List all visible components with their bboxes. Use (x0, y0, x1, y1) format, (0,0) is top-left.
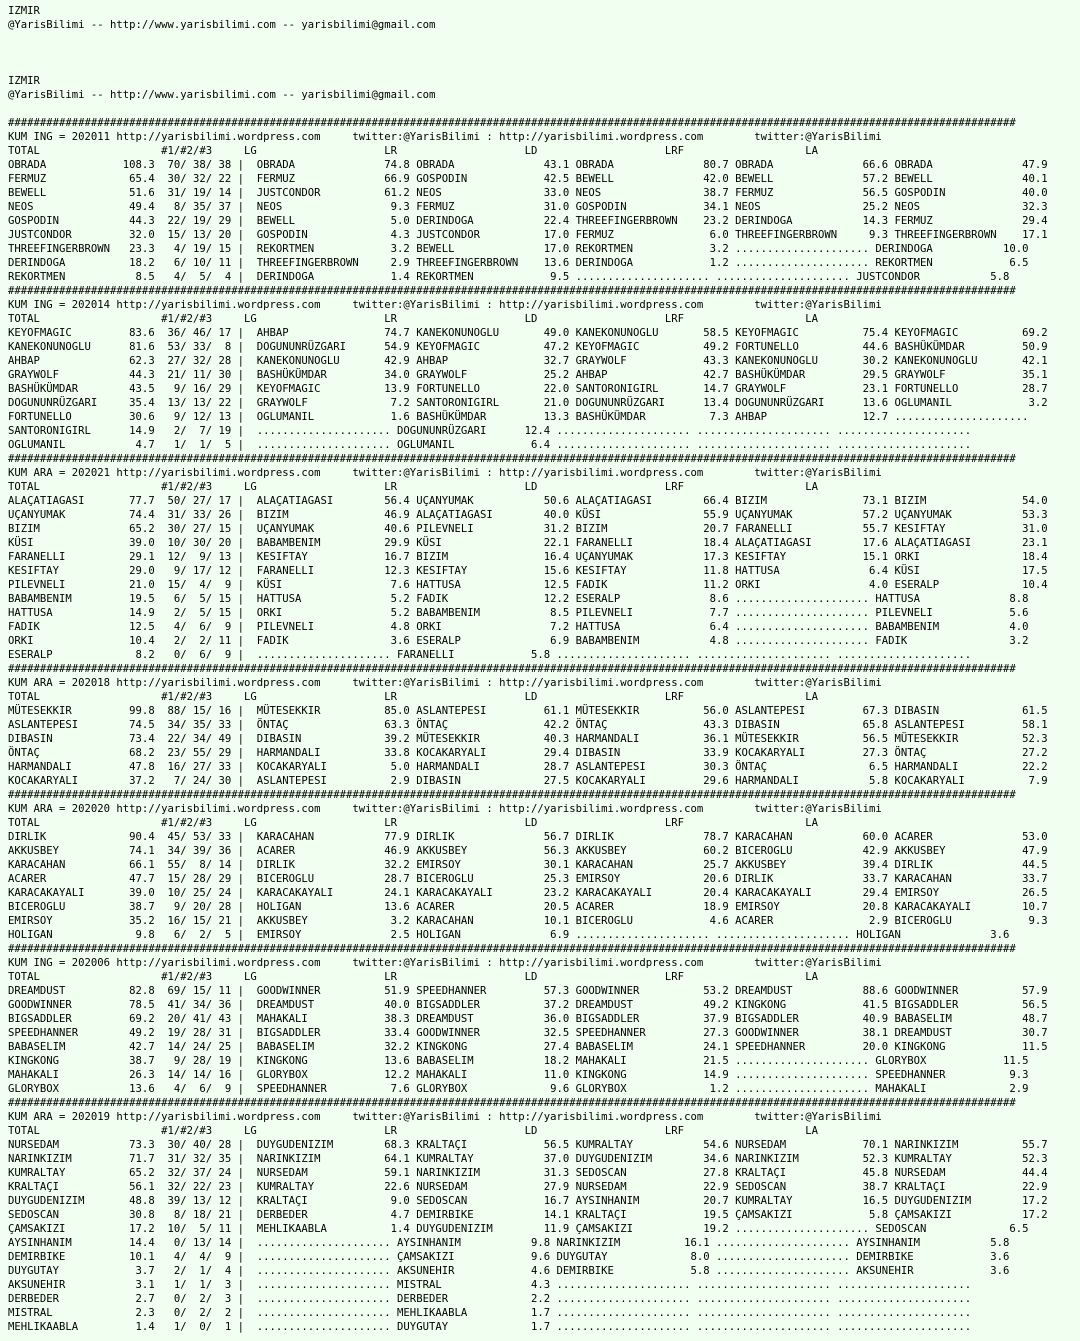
separator-line: ############################################################################################################################################################## (8, 663, 1016, 675)
race-row: GOSPODIN 44.3 22/ 19/ 29 | BEWELL 5.0 DERINDOGA 22.4 THREEFINGERBROWN 23.2 DERINDOGA 14.3 FERMUZ 29.4 (8, 215, 1048, 227)
race-row: HATTUSA 14.9 2/ 5/ 15 | ORKI 5.2 BABAMBENIM 8.5 PILEVNELI 7.7 ..................... PILEVNELI 5.6 (8, 607, 1029, 619)
race-row: REKORTMEN 8.5 4/ 5/ 4 | DERINDOGA 1.4 REKORTMEN 9.5 ..................... ..................... JUSTCONDOR 5.8 (8, 271, 1010, 283)
race-row: BICEROGLU 38.7 9/ 20/ 28 | HOLIGAN 13.6 ACARER 20.5 ACARER 18.9 EMIRSOY 20.8 KARACAKAYALI 10.7 (8, 901, 1048, 913)
race-block (8, 116, 1080, 284)
separator-line: ############################################################################################################################################################## (8, 453, 1016, 465)
race-row: KEYOFMAGIC 83.6 36/ 46/ 17 | AHBAP 74.7 KANEKONUNOGLU 49.0 KANEKONUNOGLU 58.5 KEYOFMAGIC 75.4 KEYOFMAGIC 69.2 (8, 327, 1048, 339)
race-row: HOLIGAN 9.8 6/ 2/ 5 | EMIRSOY 2.5 HOLIGAN 6.9 ..................... ..................... HOLIGAN 3.6 (8, 929, 1010, 941)
separator-line: ############################################################################################################################################################## (8, 789, 1016, 801)
race-row: FERMUZ 65.4 30/ 32/ 22 | FERMUZ 66.9 GOSPODIN 42.5 BEWELL 42.0 BEWELL 57.2 BEWELL 40.1 (8, 173, 1048, 185)
race-row: NARINKIZIM 71.7 31/ 32/ 35 | NARINKIZIM 64.1 KUMRALTAY 37.0 DUYGUDENIZIM 34.6 NARINKIZIM 52.3 KUMRALTAY 52.3 (8, 1153, 1048, 1165)
race-row: SEDOSCAN 30.8 8/ 18/ 21 | DERBEDER 4.7 DEMIRBIKE 14.1 KRALTAÇI 19.5 ÇAMSAKIZI 5.8 ÇAMSAKIZI 17.2 (8, 1209, 1048, 1221)
column-header: TOTAL #1/#2/#3 LG LR LD LRF LA (8, 481, 819, 493)
race-block (8, 452, 1080, 662)
race-row: HARMANDALI 47.8 16/ 27/ 33 | KOCAKARYALI 5.0 HARMANDALI 28.7 ASLANTEPESI 30.3 ÖNTAÇ 6.5 HARMANDALI 22.2 (8, 761, 1048, 773)
race-row: THREEFINGERBROWN 23.3 4/ 19/ 15 | REKORTMEN 3.2 BEWELL 17.0 REKORTMEN 3.2 ..................... DERINDOGA 10.0 (8, 243, 1029, 255)
race-row: SPEEDHANNER 49.2 19/ 28/ 31 | BIGSADDLER 33.4 GOODWINNER 32.5 SPEEDHANNER 27.3 GOODWINNER 38.1 DREAMDUST 30.7 (8, 1027, 1048, 1039)
race-row: KUMRALTAY 65.2 32/ 37/ 24 | NURSEDAM 59.1 NARINKIZIM 31.3 SEDOSCAN 27.8 KRALTAÇI 45.8 NURSEDAM 44.4 (8, 1167, 1048, 1179)
race-row: AHBAP 62.3 27/ 32/ 28 | KANEKONUNOGLU 42.9 AHBAP 32.7 GRAYWOLF 43.3 KANEKONUNOGLU 30.2 KANEKONUNOGLU 42.1 (8, 355, 1048, 367)
race-title: KUM ING = 202011 http://yarisbilimi.wordpress.com twitter:@YarisBilimi : http://yarisbilimi.wordpress.com twitter:@YarisBilimi (8, 131, 882, 143)
header-line: IZMIR (8, 5, 40, 17)
race-row: JUSTCONDOR 32.0 15/ 13/ 20 | GOSPODIN 4.3 JUSTCONDOR 17.0 FERMUZ 6.0 THREEFINGERBROWN 9.3 THREEFINGERBROWN 17.1 (8, 229, 1048, 241)
separator-line: ############################################################################################################################################################## (8, 943, 1016, 955)
race-title: KUM ARA = 202020 http://yarisbilimi.wordpress.com twitter:@YarisBilimi : http://yarisbilimi.wordpress.com twitter:@YarisBilimi (8, 803, 882, 815)
report-header (8, 4, 1080, 116)
header-line: @YarisBilimi -- http://www.yarisbilimi.com -- yarisbilimi@gmail.com (8, 89, 436, 101)
header-line (8, 102, 1080, 116)
race-row: NEOS 49.4 8/ 35/ 37 | NEOS 9.3 FERMUZ 31.0 GOSPODIN 34.1 NEOS 25.2 NEOS 32.3 (8, 201, 1048, 213)
race-row: FORTUNELLO 30.6 9/ 12/ 13 | OGLUMANIL 1.6 BASHÜKÜMDAR 13.3 BASHÜKÜMDAR 7.3 AHBAP 12.7 ..................... (8, 411, 1029, 423)
race-row: KINGKONG 38.7 9/ 28/ 19 | KINGKONG 13.6 BABASELIM 18.2 MAHAKALI 21.5 ..................... GLORYBOX 11.5 (8, 1055, 1029, 1067)
race-title: KUM ING = 202006 http://yarisbilimi.wordpress.com twitter:@YarisBilimi : http://yarisbilimi.wordpress.com twitter:@YarisBilimi (8, 957, 882, 969)
race-title: KUM ARA = 202019 http://yarisbilimi.wordpress.com twitter:@YarisBilimi : http://yarisbilimi.wordpress.com twitter:@YarisBilimi (8, 1111, 882, 1123)
race-row: MÜTESEKKIR 99.8 88/ 15/ 16 | MÜTESEKKIR 85.0 ASLANTEPESI 61.1 MÜTESEKKIR 56.0 ASLANTEPESI 67.3 DIBASIN 61.5 (8, 705, 1048, 717)
race-row: BABAMBENIM 19.5 6/ 5/ 15 | HATTUSA 5.2 FADIK 12.2 ESERALP 8.6 ..................... HATTUSA 8.8 (8, 593, 1029, 605)
separator-line: ############################################################################################################################################################## (8, 285, 1016, 297)
column-header: TOTAL #1/#2/#3 LG LR LD LRF LA (8, 691, 819, 703)
race-row: KARACAHAN 66.1 55/ 8/ 14 | DIRLIK 32.2 EMIRSOY 30.1 KARACAHAN 25.7 AKKUSBEY 39.4 DIRLIK 44.5 (8, 859, 1048, 871)
race-row: DOGUNUNRÜZGARI 35.4 13/ 13/ 22 | GRAYWOLF 7.2 SANTORONIGIRL 21.0 DOGUNUNRÜZGARI 13.4 DOGUNUNRÜZGARI 13.6 OGLUMANIL 3.2 (8, 397, 1048, 409)
race-row: FARANELLI 29.1 12/ 9/ 13 | KESIFTAY 16.7 BIZIM 16.4 UÇANYUMAK 17.3 KESIFTAY 15.1 ORKI 18.4 (8, 551, 1048, 563)
race-block (8, 1096, 1080, 1334)
race-row: KÜSI 39.0 10/ 30/ 20 | BABAMBENIM 29.9 KÜSI 22.1 FARANELLI 18.4 ALAÇATIAGASI 17.6 ALAÇATIAGASI 23.1 (8, 537, 1048, 549)
race-row: DIRLIK 90.4 45/ 53/ 33 | KARACAHAN 77.9 DIRLIK 56.7 DIRLIK 78.7 KARACAHAN 60.0 ACARER 53.0 (8, 831, 1048, 843)
race-row: MISTRAL 2.3 0/ 2/ 2 | ..................... MEHLIKAABLA 1.7 ..................... ..................... ..................... (8, 1307, 972, 1319)
race-row: BIZIM 65.2 30/ 27/ 15 | UÇANYUMAK 40.6 PILEVNELI 31.2 BIZIM 20.7 FARANELLI 55.7 KESIFTAY 31.0 (8, 523, 1048, 535)
column-header: TOTAL #1/#2/#3 LG LR LD LRF LA (8, 817, 819, 829)
race-row: MEHLIKAABLA 1.4 1/ 0/ 1 | ..................... DUYGUTAY 1.7 ..................... ..................... ..................... (8, 1321, 972, 1333)
race-row: KESIFTAY 29.0 9/ 17/ 12 | FARANELLI 12.3 KESIFTAY 15.6 KESIFTAY 11.8 HATTUSA 6.4 KÜSI 17.5 (8, 565, 1048, 577)
race-row: DIBASIN 73.4 22/ 34/ 49 | DIBASIN 39.2 MÜTESEKKIR 40.3 HARMANDALI 36.1 MÜTESEKKIR 56.5 MÜTESEKKIR 52.3 (8, 733, 1048, 745)
race-block (8, 942, 1080, 1096)
race-row: BABASELIM 42.7 14/ 24/ 25 | BABASELIM 32.2 KINGKONG 27.4 BABASELIM 24.1 SPEEDHANNER 20.0 KINGKONG 11.5 (8, 1041, 1048, 1053)
race-row: ESERALP 8.2 0/ 6/ 9 | ..................... FARANELLI 5.8 ..................... ..................... ..................... (8, 649, 972, 661)
race-row: DUYGUTAY 3.7 2/ 1/ 4 | ..................... AKSUNEHIR 4.6 DEMIRBIKE 5.8 ..................... AKSUNEHIR 3.6 (8, 1265, 1010, 1277)
header-line (8, 32, 1080, 46)
race-row: DERBEDER 2.7 0/ 2/ 3 | ..................... DERBEDER 2.2 ..................... ..................... ..................... (8, 1293, 972, 1305)
race-block (8, 662, 1080, 788)
race-row: AKSUNEHIR 3.1 1/ 1/ 3 | ..................... MISTRAL 4.3 ..................... ..................... ..................... (8, 1279, 972, 1291)
race-row: NURSEDAM 73.3 30/ 40/ 28 | DUYGUDENIZIM 68.3 KRALTAÇI 56.5 KUMRALTAY 54.6 NURSEDAM 70.1 NARINKIZIM 55.7 (8, 1139, 1048, 1151)
race-row: GLORYBOX 13.6 4/ 6/ 9 | SPEEDHANNER 7.6 GLORYBOX 9.6 GLORYBOX 1.2 ..................... MAHAKALI 2.9 (8, 1083, 1029, 1095)
race-row: KRALTAÇI 56.1 32/ 22/ 23 | KUMRALTAY 22.6 NURSEDAM 27.9 NURSEDAM 22.9 SEDOSCAN 38.7 KRALTAÇI 22.9 (8, 1181, 1048, 1193)
race-row: AYSINHANIM 14.4 0/ 13/ 14 | ..................... AYSINHANIM 9.8 NARINKIZIM 16.1 ..................... AYSINHANIM 5.8 (8, 1237, 1010, 1249)
race-row: ASLANTEPESI 74.5 34/ 35/ 33 | ÖNTAÇ 63.3 ÖNTAÇ 42.2 ÖNTAÇ 43.3 DIBASIN 65.8 ASLANTEPESI 58.1 (8, 719, 1048, 731)
race-row: ACARER 47.7 15/ 28/ 29 | BICEROGLU 28.7 BICEROGLU 25.3 EMIRSOY 20.6 DIRLIK 33.7 KARACAHAN 33.7 (8, 873, 1048, 885)
race-row: GRAYWOLF 44.3 21/ 11/ 30 | BASHÜKÜMDAR 34.0 GRAYWOLF 25.2 AHBAP 42.7 BASHÜKÜMDAR 29.5 GRAYWOLF 35.1 (8, 369, 1048, 381)
race-row: OBRADA 108.3 70/ 38/ 38 | OBRADA 74.8 OBRADA 43.1 OBRADA 80.7 OBRADA 66.6 OBRADA 47.9 (8, 159, 1048, 171)
race-row: GOODWINNER 78.5 41/ 34/ 36 | DREAMDUST 40.0 BIGSADDLER 37.2 DREAMDUST 49.2 KINGKONG 41.5 BIGSADDLER 56.5 (8, 999, 1048, 1011)
race-row: DEMIRBIKE 10.1 4/ 4/ 9 | ..................... ÇAMSAKIZI 9.6 DUYGUTAY 8.0 ..................... DEMIRBIKE 3.6 (8, 1251, 1010, 1263)
race-row: DUYGUDENIZIM 48.8 39/ 13/ 12 | KRALTAÇI 9.0 SEDOSCAN 16.7 AYSINHANIM 20.7 KUMRALTAY 16.5 DUYGUDENIZIM 17.2 (8, 1195, 1048, 1207)
race-row: EMIRSOY 35.2 16/ 15/ 21 | AKKUSBEY 3.2 KARACAHAN 10.1 BICEROGLU 4.6 ACARER 2.9 BICEROGLU 9.3 (8, 915, 1048, 927)
race-row: KANEKONUNOGLU 81.6 53/ 33/ 8 | DOGUNUNRÜZGARI 54.9 KEYOFMAGIC 47.2 KEYOFMAGIC 49.2 FORTUNELLO 44.6 BASHÜKÜMDAR 50.9 (8, 341, 1048, 353)
column-header: TOTAL #1/#2/#3 LG LR LD LRF LA (8, 971, 819, 983)
race-row: PILEVNELI 21.0 15/ 4/ 9 | KÜSI 7.6 HATTUSA 12.5 FADIK 11.2 ORKI 4.0 ESERALP 10.4 (8, 579, 1048, 591)
separator-line: ############################################################################################################################################################## (8, 1097, 1016, 1109)
race-row: FADIK 12.5 4/ 6/ 9 | PILEVNELI 4.8 ORKI 7.2 HATTUSA 6.4 ..................... BABAMBENIM 4.0 (8, 621, 1029, 633)
column-header: TOTAL #1/#2/#3 LG LR LD LRF LA (8, 145, 819, 157)
race-row: BASHÜKÜMDAR 43.5 9/ 16/ 29 | KEYOFMAGIC 13.9 FORTUNELLO 22.0 SANTORONIGIRL 14.7 GRAYWOLF 23.1 FORTUNELLO 28.7 (8, 383, 1048, 395)
race-row: DERINDOGA 18.2 6/ 10/ 11 | THREEFINGERBROWN 2.9 THREEFINGERBROWN 13.6 DERINDOGA 1.2 ..................... REKORTMEN 6.5 (8, 257, 1029, 269)
header-line (8, 46, 1080, 60)
race-title: KUM ING = 202014 http://yarisbilimi.wordpress.com twitter:@YarisBilimi : http://yarisbilimi.wordpress.com twitter:@YarisBilimi (8, 299, 882, 311)
race-title: KUM ARA = 202018 http://yarisbilimi.wordpress.com twitter:@YarisBilimi : http://yarisbilimi.wordpress.com twitter:@YarisBilimi (8, 677, 882, 689)
header-line (8, 60, 1080, 74)
header-line: IZMIR (8, 75, 40, 87)
column-header: TOTAL #1/#2/#3 LG LR LD LRF LA (8, 1125, 819, 1137)
race-row: BEWELL 51.6 31/ 19/ 14 | JUSTCONDOR 61.2 NEOS 33.0 NEOS 38.7 FERMUZ 56.5 GOSPODIN 40.0 (8, 187, 1048, 199)
race-blocks (8, 116, 1080, 1334)
race-row: DREAMDUST 82.8 69/ 15/ 11 | GOODWINNER 51.9 SPEEDHANNER 57.3 GOODWINNER 53.2 DREAMDUST 88.6 GOODWINNER 57.9 (8, 985, 1048, 997)
race-row: SANTORONIGIRL 14.9 2/ 7/ 19 | ..................... DOGUNUNRÜZGARI 12.4 ..................... ..................... ..................... (8, 425, 972, 437)
race-row: OGLUMANIL 4.7 1/ 1/ 5 | ..................... OGLUMANIL 6.4 ..................... ..................... ..................... (8, 439, 972, 451)
race-row: KOCAKARYALI 37.2 7/ 24/ 30 | ASLANTEPESI 2.9 DIBASIN 27.5 KOCAKARYALI 29.6 HARMANDALI 5.8 KOCAKARYALI 7.9 (8, 775, 1048, 787)
race-title: KUM ARA = 202021 http://yarisbilimi.wordpress.com twitter:@YarisBilimi : http://yarisbilimi.wordpress.com twitter:@YarisBilimi (8, 467, 882, 479)
race-block (8, 284, 1080, 452)
race-row: ALAÇATIAGASI 77.7 50/ 27/ 17 | ALAÇATIAGASI 56.4 UÇANYUMAK 50.6 ALAÇATIAGASI 66.4 BIZIM 73.1 BIZIM 54.0 (8, 495, 1048, 507)
race-block (8, 788, 1080, 942)
header-line: @YarisBilimi -- http://www.yarisbilimi.com -- yarisbilimi@gmail.com (8, 19, 436, 31)
race-row: BIGSADDLER 69.2 20/ 41/ 43 | MAHAKALI 38.3 DREAMDUST 36.0 BIGSADDLER 37.9 BIGSADDLER 40.9 BABASELIM 48.7 (8, 1013, 1048, 1025)
race-row: ÖNTAÇ 68.2 23/ 55/ 29 | HARMANDALI 33.8 KOCAKARYALI 29.4 DIBASIN 33.9 KOCAKARYALI 27.3 ÖNTAÇ 27.2 (8, 747, 1048, 759)
race-row: ÇAMSAKIZI 17.2 10/ 5/ 11 | MEHLIKAABLA 1.4 DUYGUDENIZIM 11.9 ÇAMSAKIZI 19.2 ..................... SEDOSCAN 6.5 (8, 1223, 1029, 1235)
race-row: KARACAKAYALI 39.0 10/ 25/ 24 | KARACAKAYALI 24.1 KARACAKAYALI 23.2 KARACAKAYALI 20.4 KARACAKAYALI 29.4 EMIRSOY 26.5 (8, 887, 1048, 899)
race-row: MAHAKALI 26.3 14/ 14/ 16 | GLORYBOX 12.2 MAHAKALI 11.0 KINGKONG 14.9 ..................... SPEEDHANNER 9.3 (8, 1069, 1029, 1081)
column-header: TOTAL #1/#2/#3 LG LR LD LRF LA (8, 313, 819, 325)
race-row: UÇANYUMAK 74.4 31/ 33/ 26 | BIZIM 46.9 ALAÇATIAGASI 40.0 KÜSI 55.9 UÇANYUMAK 57.2 UÇANYUMAK 53.3 (8, 509, 1048, 521)
separator-line: ############################################################################################################################################################## (8, 117, 1016, 129)
race-row: AKKUSBEY 74.1 34/ 39/ 36 | ACARER 46.9 AKKUSBEY 56.3 AKKUSBEY 60.2 BICEROGLU 42.9 AKKUSBEY 47.9 (8, 845, 1048, 857)
race-row: ORKI 10.4 2/ 2/ 11 | FADIK 3.6 ESERALP 6.9 BABAMBENIM 4.8 ..................... FADIK 3.2 (8, 635, 1029, 647)
